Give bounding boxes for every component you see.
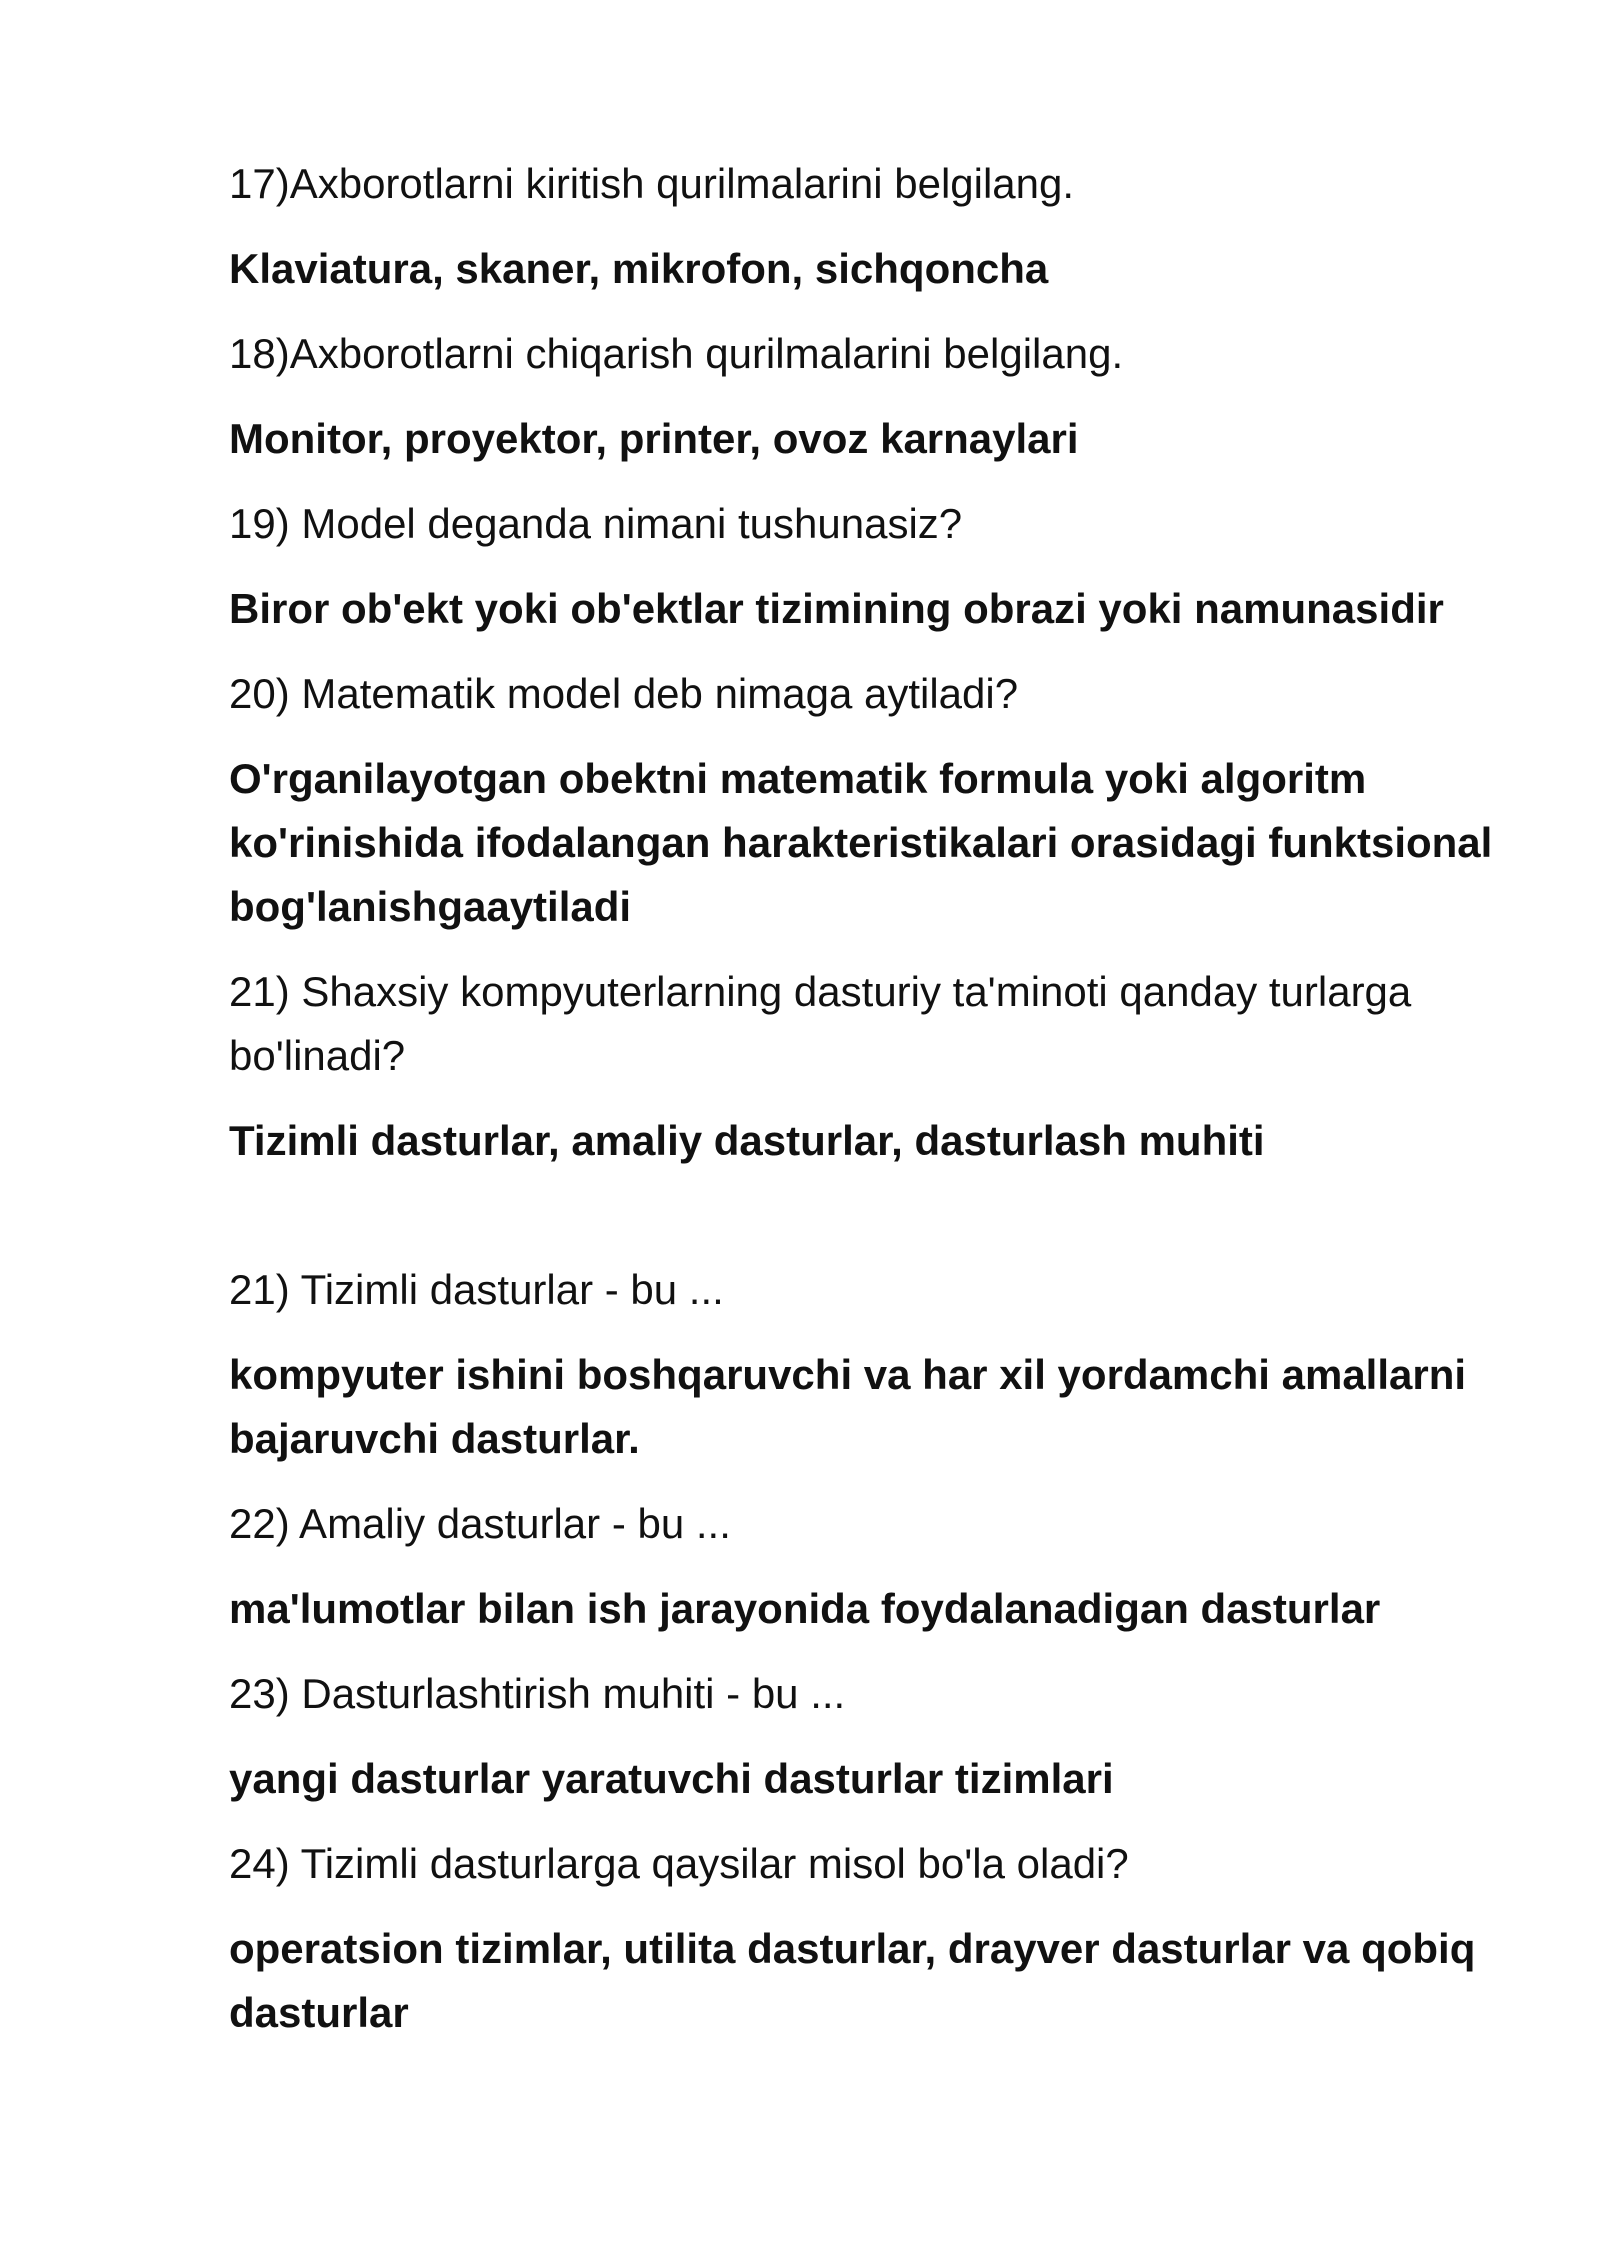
question-22: 22) Amaliy dasturlar - bu ... xyxy=(229,1500,731,1547)
qa-list xyxy=(229,152,1509,2066)
answer-23: yangi dasturlar yaratuvchi dasturlar tizimlari xyxy=(229,1755,1114,1802)
answer-18: Monitor, proyektor, printer, ovoz karnaylari xyxy=(229,415,1079,462)
question-17: 17)Axborotlarni kiritish qurilmalarini belgilang. xyxy=(229,160,1075,207)
answer-20: O'rganilayotgan obektni matematik formula yoki algoritm ko'rinishida ifodalangan harakteristikalari orasidagi funktsional bog'lanishgaaytiladi xyxy=(229,755,1493,930)
question-20: 20) Matematik model deb nimaga aytiladi? xyxy=(229,670,1019,717)
answer-17: Klaviatura, skaner, mikrofon, sichqoncha xyxy=(229,245,1049,292)
answer-21-software-types: Tizimli dasturlar, amaliy dasturlar, dasturlash muhiti xyxy=(229,1117,1265,1164)
blank-gap xyxy=(229,1194,1509,1258)
question-21-software-types: 21) Shaxsiy kompyuterlarning dasturiy ta'minoti qanday turlarga bo'linadi? xyxy=(229,968,1412,1079)
answer-24: operatsion tizimlar, utilita dasturlar, drayver dasturlar va qobiq dasturlar xyxy=(229,1925,1476,2036)
question-23: 23) Dasturlashtirish muhiti - bu ... xyxy=(229,1670,846,1717)
answer-21-system-software: kompyuter ishini boshqaruvchi va har xil yordamchi amallarni bajaruvchi dasturlar. xyxy=(229,1351,1467,1462)
question-24: 24) Tizimli dasturlarga qaysilar misol bo'la oladi? xyxy=(229,1840,1129,1887)
question-19: 19) Model deganda nimani tushunasiz? xyxy=(229,500,963,547)
question-18: 18)Axborotlarni chiqarish qurilmalarini belgilang. xyxy=(229,330,1124,377)
answer-19: Biror ob'ekt yoki ob'ektlar tizimining obrazi yoki namunasidir xyxy=(229,585,1444,632)
answer-22: ma'lumotlar bilan ish jarayonida foydalanadigan dasturlar xyxy=(229,1585,1381,1632)
question-21-system-software: 21) Tizimli dasturlar - bu ... xyxy=(229,1266,724,1313)
